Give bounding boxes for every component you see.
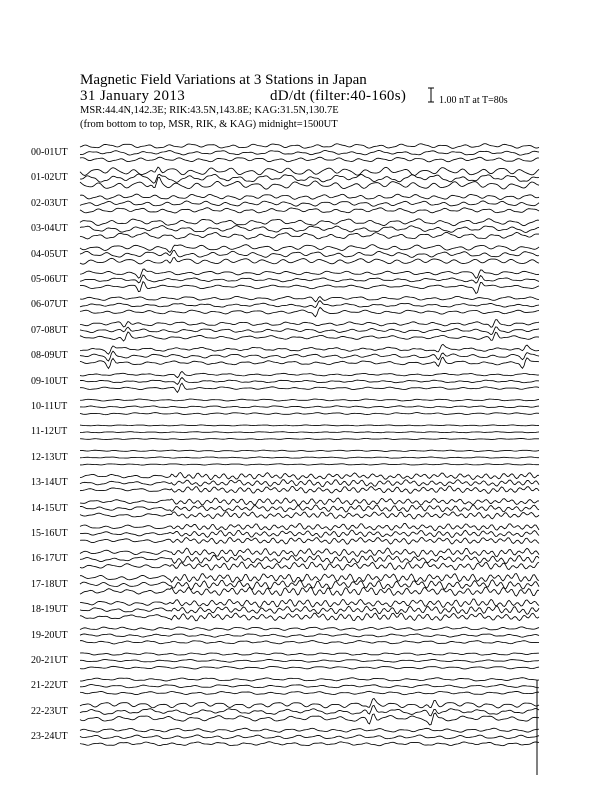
trace-msr-line <box>80 587 539 596</box>
trace-rik-line <box>80 634 539 637</box>
trace-rik-line <box>80 250 539 257</box>
trace-order-note: (from bottom to top, MSR, RIK, & KAG) midnight=1500UT <box>80 119 338 130</box>
trace-kag-line <box>80 245 539 253</box>
trace-kag-line <box>80 296 539 301</box>
hour-label: 11-12UT <box>31 426 68 438</box>
trace-kag-line <box>80 523 539 530</box>
hour-label: 15-16UT <box>31 528 68 539</box>
hour-label: 01-02UT <box>31 172 68 184</box>
trace-rik-line <box>80 406 539 408</box>
trace-msr-line <box>80 713 539 725</box>
trace-rik-line <box>80 705 539 715</box>
trace-kag-line <box>80 219 539 226</box>
trace-rik-line <box>80 275 539 283</box>
trace-msr-line <box>80 157 539 162</box>
trace-rik-line <box>80 505 539 512</box>
hour-label: 21-22UT <box>31 680 68 692</box>
hour-label: 09-10UT <box>31 375 68 387</box>
trace-msr-line <box>80 413 539 415</box>
trace-rik-line <box>80 457 539 458</box>
trace-msr-line <box>80 464 539 465</box>
hour-label: 19-20UT <box>31 629 68 641</box>
trace-kag-line <box>80 599 539 608</box>
trace-msr-line <box>80 383 539 392</box>
trace-msr-line <box>80 742 539 746</box>
trace-msr-line <box>80 438 539 439</box>
trace-kag-line <box>80 574 539 583</box>
trace-kag-line <box>80 269 539 278</box>
trace-kag-line <box>80 371 539 377</box>
trace-rik-line <box>80 301 539 308</box>
hour-label: 08-09UT <box>31 350 68 362</box>
trace-rik-line <box>80 150 539 155</box>
trace-rik-line <box>80 174 539 183</box>
trace-rik-line <box>80 659 539 662</box>
trace-rik-line <box>80 530 539 538</box>
trace-msr-line <box>80 282 539 294</box>
scale-bar-label: 1.00 nT at T=80s <box>439 95 508 106</box>
trace-rik-line <box>80 201 539 206</box>
hour-label: 10-11UT <box>31 401 68 412</box>
trace-rik-line <box>80 555 539 563</box>
trace-msr-line <box>80 512 539 519</box>
trace-kag-line <box>80 344 539 354</box>
filter-label: dD/dt (filter:40-160s) <box>270 88 407 104</box>
trace-rik-line <box>80 735 539 739</box>
trace-msr-line <box>80 307 539 316</box>
hour-label: 12-13UT <box>31 451 68 463</box>
trace-msr-line <box>80 208 539 213</box>
hour-label: 23-24UT <box>31 731 68 743</box>
trace-rik-line <box>80 480 539 487</box>
trace-msr-line <box>80 562 539 570</box>
trace-rik-line <box>80 685 539 688</box>
trace-msr-line <box>80 691 539 694</box>
trace-group <box>80 144 539 775</box>
trace-rik-line <box>80 226 539 233</box>
trace-msr-line <box>80 258 539 265</box>
trace-rik-line <box>80 327 539 335</box>
trace-rik-line <box>80 351 539 361</box>
trace-kag-line <box>80 425 539 426</box>
trace-msr-line <box>80 232 539 239</box>
trace-msr-line <box>80 641 539 644</box>
trace-kag-line <box>80 678 539 681</box>
trace-rik-line <box>80 377 539 384</box>
trace-msr-line <box>80 666 539 669</box>
trace-kag-line <box>80 627 539 630</box>
trace-kag-line <box>80 472 539 479</box>
hour-label: 03-04UT <box>31 223 68 235</box>
trace-kag-line <box>80 450 539 451</box>
trace-kag-line <box>80 194 539 199</box>
hour-label: 17-18UT <box>31 578 68 590</box>
hour-label: 13-14UT <box>31 477 68 489</box>
hour-label: 07-08UT <box>31 324 68 336</box>
trace-kag-line <box>80 653 539 655</box>
hour-label: 05-06UT <box>31 274 68 285</box>
station-coordinates: MSR:44.4N,142.3E; RIK:43.5N,143.8E; KAG:31.5N,130.7E <box>80 105 339 116</box>
trace-kag-line <box>80 698 539 707</box>
trace-kag-line <box>80 320 539 328</box>
hour-label: 22-23UT <box>31 705 68 717</box>
date-label: 31 January 2013 <box>80 88 186 104</box>
trace-kag-line <box>80 728 539 732</box>
trace-rik-line <box>80 606 539 614</box>
trace-msr-line <box>80 537 539 544</box>
hour-label: 00-01UT <box>31 147 68 158</box>
trace-msr-line <box>80 357 539 368</box>
hour-label: 02-03UT <box>31 197 68 209</box>
hour-label: 20-21UT <box>31 655 68 666</box>
trace-msr-line <box>80 332 539 341</box>
trace-msr-line <box>80 486 539 493</box>
hour-label: 04-05UT <box>31 248 68 260</box>
trace-msr-line <box>80 613 539 621</box>
hour-label: 16-17UT <box>31 553 68 565</box>
trace-kag-line <box>80 144 539 149</box>
scale-bar-icon <box>428 88 434 102</box>
trace-kag-line <box>80 498 539 505</box>
trace-kag-line <box>80 399 539 401</box>
trace-kag-line <box>80 548 539 557</box>
trace-rik-line <box>80 432 539 433</box>
trace-kag-line <box>80 167 539 175</box>
chart-title: Magnetic Field Variations at 3 Stations in Japan <box>80 72 367 88</box>
hour-label: 06-07UT <box>31 299 68 311</box>
hour-label: 18-19UT <box>31 604 68 616</box>
hour-label: 14-15UT <box>31 502 68 514</box>
